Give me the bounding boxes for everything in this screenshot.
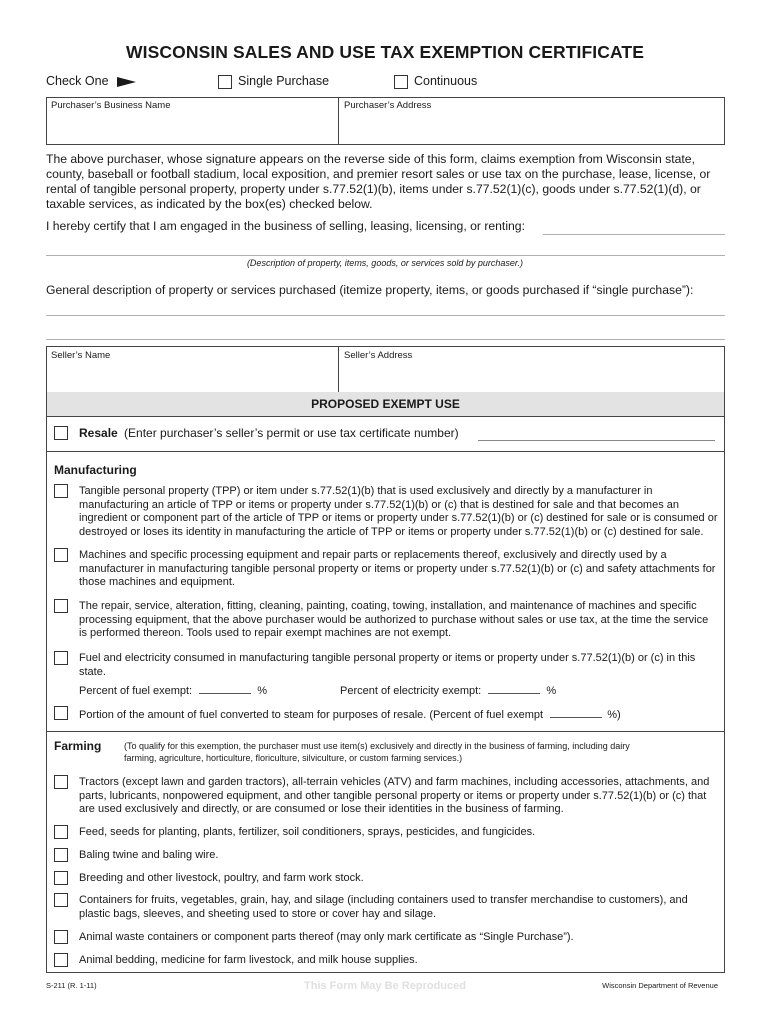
single-purchase-checkbox[interactable]	[218, 75, 232, 89]
business-activity-input[interactable]	[543, 234, 725, 235]
farming-tractors-checkbox[interactable]	[54, 775, 68, 789]
sellers-address-input[interactable]	[340, 364, 722, 391]
farming-baling-checkbox[interactable]	[54, 848, 68, 862]
manufacturing-repair-checkbox[interactable]	[54, 599, 68, 613]
form-number: S-211 (R. 1-11)	[46, 981, 97, 990]
percent-electricity-input[interactable]	[488, 683, 540, 694]
resale-permit-input[interactable]	[478, 440, 715, 441]
manufacturing-divider	[46, 731, 724, 732]
purchaser-business-name-input[interactable]	[47, 114, 337, 142]
farming-title: Farming	[54, 739, 102, 753]
manufacturing-item-repair: The repair, service, alteration, fitting, cleaning, painting, coating, towing, installation, and maintenance of machines and specific processing equipment, that the above purchaser would be authorized to purchase without sales or use tax, at the time the service is performed thereon. Tools used to repair exempt machines are not exempt.	[79, 600, 709, 639]
purchaser-box-divider	[338, 97, 339, 144]
steam-percent-input[interactable]	[550, 707, 602, 718]
manufacturing-title: Manufacturing	[54, 463, 137, 477]
steam-row	[79, 707, 621, 721]
manufacturing-fuel-checkbox[interactable]	[54, 651, 68, 665]
certify-line: I hereby certify that I am engaged in the business of selling, leasing, licensing, or renting:	[46, 219, 525, 233]
steam-percent-close: %)	[607, 709, 621, 721]
description-caption: (Description of property, items, goods, or services sold by purchaser.)	[246, 258, 524, 268]
manufacturing-item-tpp: Tangible personal property (TPP) or item under s.77.52(1)(b) that is used exclusively and directly by a manufacturer in manufacturing an article of TPP or items or property under s.77.52(1)(b) or (c) that is destined for sale and that becomes an ingredient or component part of the article of TPP or items or property under s.77.52(1)(b) or (c) destined for sale or is consumed or destroyed or loses its identity in manufacturing the article of TPP or items or property under s.77.52(1)(b) or (c) destined for sale.	[79, 485, 718, 538]
purchaser-address-label: Purchaser’s Address	[344, 100, 432, 111]
farming-item-waste: Animal waste containers or component parts thereof (may only mark certificate as “Single Purchase”).	[79, 931, 574, 943]
purchaser-address-input[interactable]	[340, 114, 722, 142]
farming-item-baling: Baling twine and baling wire.	[79, 849, 219, 861]
farming-item-feed: Feed, seeds for planting, plants, fertilizer, soil conditioners, sprays, pesticides, and fungicides.	[79, 826, 536, 838]
intro-paragraph: The above purchaser, whose signature appears on the reverse side of this form, claims exemption from Wisconsin state, county, baseball or football stadium, local exposition, and premier resort sales or use tax on the purchase, lease, license, or rental of tangible personal property, property under s.77.52(1)(b), items under s.77.52(1)(c), goods under s.77.52(1)(d), or taxable services, as indicated by the box(es) checked below.	[46, 152, 711, 211]
resale-divider	[46, 451, 724, 452]
farming-livestock-checkbox[interactable]	[54, 871, 68, 885]
manufacturing-item-machines: Machines and specific processing equipment and repair parts or replacements thereof, exclusively and directly used by a manufacturer in manufacturing tangible personal property or items or property under s.77.52(1)(b) or (c) and safety attachments for those machines and equipment.	[79, 549, 716, 588]
form-title: WISCONSIN SALES AND USE TAX EXEMPTION CERTIFICATE	[126, 42, 644, 62]
manufacturing-machines-checkbox[interactable]	[54, 548, 68, 562]
manufacturing-item-steam: Portion of the amount of fuel converted to steam for purposes of resale. (Percent of fuel exempt	[79, 709, 544, 721]
percent-electricity-label: Percent of electricity exempt:	[340, 685, 482, 697]
check-one-label: Check One	[46, 74, 109, 88]
farming-containers-checkbox[interactable]	[54, 893, 68, 907]
percent-fuel-row	[79, 683, 267, 697]
seller-box-divider	[338, 346, 339, 392]
sellers-address-label: Seller’s Address	[344, 350, 413, 361]
sellers-name-input[interactable]	[47, 364, 337, 391]
continuous-label: Continuous	[414, 74, 478, 88]
sellers-name-label: Seller’s Name	[51, 350, 111, 361]
farming-feed-checkbox[interactable]	[54, 825, 68, 839]
reproduce-notice: This Form May Be Reproduced	[304, 980, 466, 992]
farming-item-livestock: Breeding and other livestock, poultry, and farm work stock.	[79, 872, 364, 884]
proposed-exempt-use-header: PROPOSED EXEMPT USE	[46, 392, 725, 417]
resale-label: Resale	[79, 426, 118, 440]
farming-item-tractors: Tractors (except lawn and garden tractors), all-terrain vehicles (ATV) and farm machines, including accessories, attachments, and parts, lubricants, nonpowered equipment, and other tangible personal property or items or property under s.77.52(1)(b) or (c) that are used exclusively and directly, or are consumed or lose their identities in the business of farming.	[79, 776, 710, 815]
farming-bedding-checkbox[interactable]	[54, 953, 68, 967]
percent-electricity-sign: %	[546, 685, 557, 697]
percent-fuel-label: Percent of fuel exempt:	[79, 685, 193, 697]
percent-fuel-input[interactable]	[199, 683, 251, 694]
pointer-arrow-icon	[117, 77, 136, 87]
resale-row	[79, 426, 459, 440]
business-activity-input-line-2[interactable]	[46, 255, 725, 256]
continuous-checkbox[interactable]	[394, 75, 408, 89]
general-description-line-2[interactable]	[46, 339, 725, 340]
department-name: Wisconsin Department of Revenue	[602, 981, 718, 990]
manufacturing-tpp-checkbox[interactable]	[54, 484, 68, 498]
percent-electricity-row	[340, 683, 556, 697]
resale-text: (Enter purchaser’s seller’s permit or use tax certificate number)	[124, 426, 459, 440]
manufacturing-item-fuel: Fuel and electricity consumed in manufacturing tangible personal property or items or property under s.77.52(1)(b) or (c) in this state.	[79, 652, 696, 678]
purchaser-business-name-label: Purchaser’s Business Name	[51, 100, 171, 111]
percent-fuel-sign: %	[257, 685, 268, 697]
general-description-line-1[interactable]	[46, 315, 725, 316]
general-description-label: General description of property or services purchased (itemize property, items, or goods purchased if “single purchase”):	[46, 283, 694, 297]
farming-item-bedding: Animal bedding, medicine for farm livestock, and milk house supplies.	[79, 954, 418, 966]
resale-checkbox[interactable]	[54, 426, 68, 440]
single-purchase-label: Single Purchase	[238, 74, 330, 88]
farming-item-containers: Containers for fruits, vegetables, grain, hay, and silage (including containers used to transfer merchandise to customers), and plastic bags, sleeves, and sheeting used to store or cover hay and silage.	[79, 894, 688, 920]
manufacturing-steam-checkbox[interactable]	[54, 706, 68, 720]
farming-note: (To qualify for this exemption, the purchaser must use item(s) exclusively and directly in the business of farming, including dairy farming, agriculture, horticulture, floriculture, silviculture, or custom farming services.)	[124, 741, 630, 763]
farming-waste-checkbox[interactable]	[54, 930, 68, 944]
